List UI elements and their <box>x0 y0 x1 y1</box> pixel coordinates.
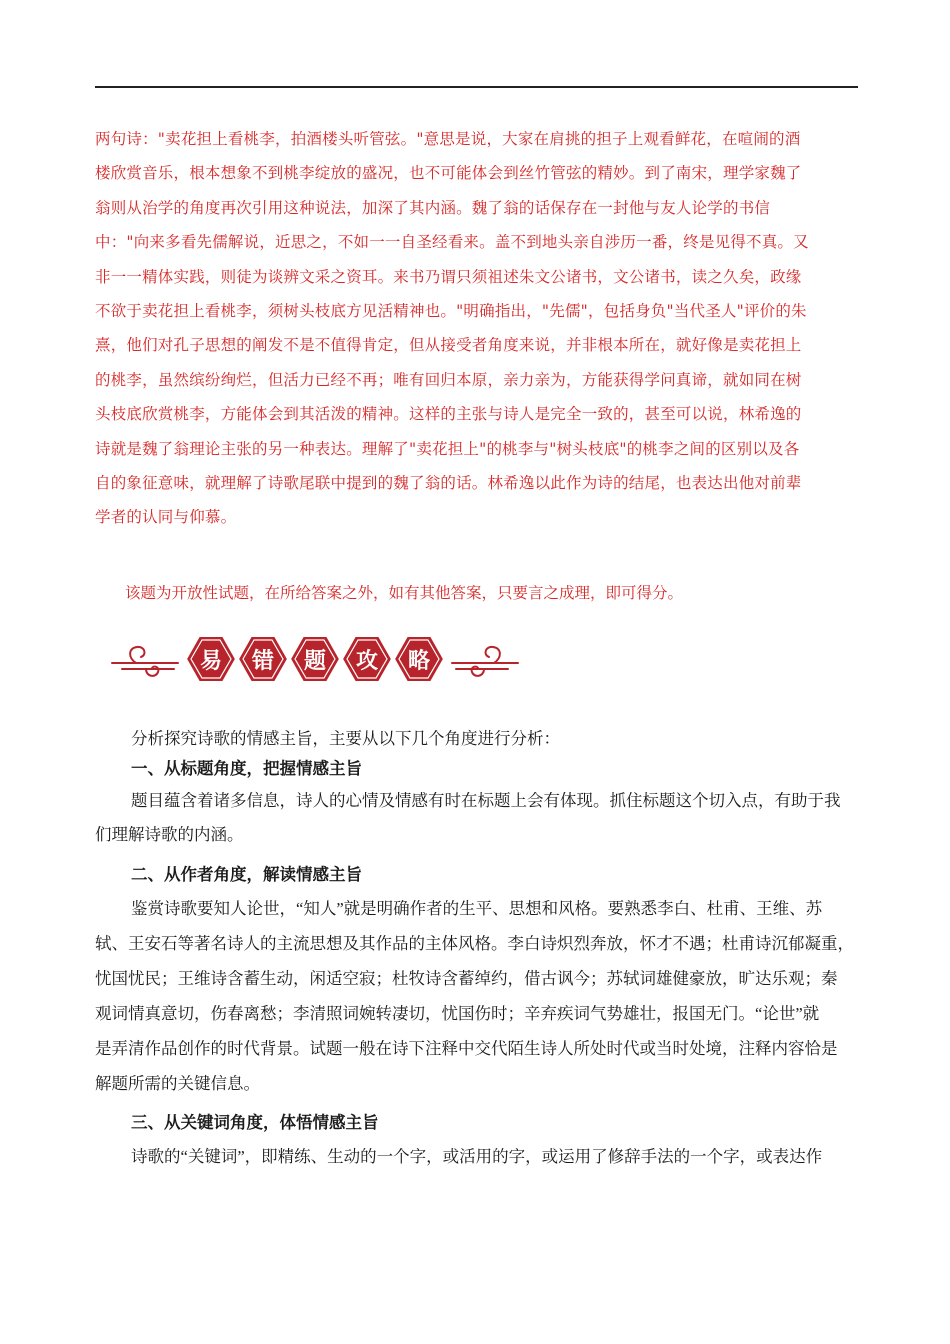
analysis-line: 楼欣赏音乐，根本想象不到桃李绽放的盛况，也不可能体会到丝竹管弦的精妙。到了南宋，理学家魏了 <box>95 164 802 183</box>
section-2-line: 是弄清作品创作的时代背景。试题一般在诗下注释中交代陌生诗人所处时代或当时处境，注释内容恰是 <box>95 1039 838 1058</box>
section-2-line: 轼、王安石等著名诗人的主流思想及其作品的主体风格。李白诗炽烈奔放，怀才不遇；杜甫诗沉郁凝重， <box>95 934 854 953</box>
cloud-ornament-right <box>452 647 518 676</box>
analysis-line: 的桃李，虽然缤纷绚烂，但活力已经不再；唯有回归本原，亲力亲为，方能获得学问真谛，就如同在树 <box>95 370 802 389</box>
section-1-line: 题目蕴含着诸多信息，诗人的心情及情感有时在标题上会有体现。抓住标题这个切入点，有助于我 <box>131 791 841 810</box>
banner-char: 略 <box>407 649 431 674</box>
analysis-line: 不欲于卖花担上看桃李，须树头枝底方见活精神也。"明确指出，"先儒"，包括身负"当代圣人"评价的朱 <box>95 301 807 320</box>
banner-char: 题 <box>303 649 327 674</box>
section-heading-1: 一、从标题角度，把握情感主旨 <box>131 759 362 778</box>
header-rule <box>95 86 858 88</box>
section-heading-2: 二、从作者角度，解读情感主旨 <box>131 865 362 884</box>
banner-char: 攻 <box>355 649 379 674</box>
section-2-line: 鉴赏诗歌要知人论世，“知人”就是明确作者的生平、思想和风格。要熟悉李白、杜甫、王维、苏 <box>131 899 823 918</box>
analysis-line: 学者的认同与仰慕。 <box>95 508 237 527</box>
scoring-note: 该题为开放性试题，在所给答案之外，如有其他答案，只要言之成理，即可得分。 <box>125 584 684 602</box>
cloud-ornament-left <box>112 647 178 676</box>
analysis-line: 诗就是魏了翁理论主张的另一种表达。理解了"卖花担上"的桃李与"树头枝底"的桃李之间的区别以及各 <box>95 439 800 458</box>
analysis-line: 中："向来多看先儒解说，近思之，不如一一自圣经看来。盖不到地头亲自涉历一番，终是见得不真。又 <box>95 233 809 252</box>
banner-char: 错 <box>251 649 275 674</box>
analysis-line: 非一一精体实践，则徒为谈辨文采之资耳。来书乃谓只须祖述朱文公诸书，文公诸书，读之久矣，政缘 <box>95 267 802 286</box>
section-2-line: 解题所需的关键信息。 <box>95 1074 260 1093</box>
hexagon-badges <box>186 636 444 682</box>
analysis-line: 熹，他们对孔子思想的阐发不是不值得肯定，但从接受者角度来说，并非根本所在，就好像是卖花担上 <box>95 336 802 355</box>
section-1-line: 们理解诗歌的内涵。 <box>95 825 244 844</box>
section-3-line: 诗歌的“关键词”，即精练、生动的一个字，或活用的字，或运用了修辞手法的一个字，或表达作 <box>131 1147 823 1166</box>
section-heading-3: 三、从关键词角度，体悟情感主旨 <box>131 1113 379 1132</box>
answer-analysis <box>95 122 860 535</box>
banner-char: 易 <box>199 649 223 674</box>
section-2-line: 忧国忧民；王维诗含蓄生动，闲适空寂；杜牧诗含蓄绰约，借古讽今；苏轼词雄健豪放，旷达乐观；秦 <box>95 969 838 988</box>
guide-intro: 分析探究诗歌的情感主旨，主要从以下几个角度进行分析： <box>131 729 560 748</box>
section-banner <box>110 622 520 696</box>
section-2-line: 观词情真意切，伤春离愁；李清照词婉转凄切，忧国伤时；辛弃疾词气势雄壮，报国无门。“论世”就 <box>95 1004 820 1023</box>
analysis-line: 两句诗："卖花担上看桃李，拍酒楼头听管弦。"意思是说，大家在肩挑的担子上观看鲜花，在喧闹的酒 <box>95 130 801 148</box>
analysis-line: 头枝底欣赏桃李，方能体会到其活泼的精神。这样的主张与诗人是完全一致的，甚至可以说，林希逸的 <box>95 405 802 424</box>
analysis-line: 自的象征意味，就理解了诗歌尾联中提到的魏了翁的话。林希逸以此作为诗的结尾，也表达出他对前辈 <box>95 473 802 492</box>
analysis-line: 翁则从治学的角度再次引用这种说法，加深了其内涵。魏了翁的话保存在一封他与友人论学的书信 <box>95 198 771 217</box>
